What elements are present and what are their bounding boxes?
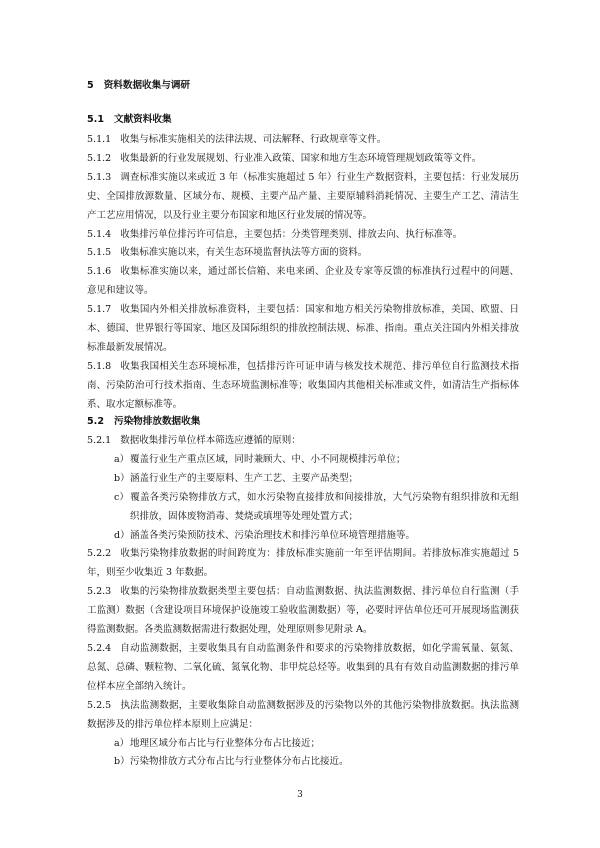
clause-text: 收集我国相关生态环境标准，包括排污许可证申请与核发技术规范、排污单位自行监测技术指南、污染防治可行技术指南、生态环境监测标准等；收集国内其他相关标准或文件，如清洁生产指标体系、取水定额标准等。 (87, 360, 519, 410)
clause-text: 收集标准实施以来，通过部长信箱、来电来函、企业及专家等反馈的标准执行过程中的问题、意见和建议等。 (87, 266, 519, 297)
section-5-2-body (87, 432, 519, 772)
list-text: 覆盖各类污染物排放方式，如水污染物直接排放和间接排放，大气污染物有组织排放和无组织排放，固体废物消毒、焚烧或填埋等处理处置方式； (130, 491, 519, 522)
paragraph-5-2-4 (87, 640, 519, 697)
section-title: 污染物排放数据收集 (114, 416, 201, 427)
section-title: 文献资料收集 (114, 114, 172, 125)
paragraph-5-1-2 (87, 150, 519, 169)
paragraph-5-1-8 (87, 358, 519, 415)
clause-text: 收集的污染物排放数据类型主要包括：自动监测数据、执法监测数据、排污单位自行监测（手工监测）数据（含建设项目环境保护设施竣工验收监测数据）等，必要时评估单位还可开展现场监测获得监测数据。各类监测数据需进行数据处理，处理原则参见附录 A。 (87, 586, 519, 636)
clause-number: 5.1.5 (87, 247, 112, 259)
section-5-1-body (87, 131, 519, 415)
clause-text: 收集与标准实施相关的法律法规、司法解释、行政规章等文件。 (120, 134, 387, 145)
clause-number: 5.2.4 (87, 642, 112, 654)
list-text: 污染物排放方式分布占比与行业整体分布占比接近。 (130, 756, 349, 768)
clause-text: 收集排污单位排污许可信息，主要包括：分类管理类别、排放去向、执行标准等。 (120, 228, 463, 240)
list-text: 覆盖行业生产重点区域，同时兼顾大、中、小不同规模排污单位； (130, 453, 406, 465)
clause-number: 5.2.1 (87, 435, 112, 446)
clause-text: 收集国内外相关排放标准资料，主要包括：国家和地方相关污染物排放标准，美国、欧盟、日本、德国、世界银行等国家、地区及国际组织的排放控制法规、标准、指南。重点关注国内外相关排放标准最新发展情况。 (87, 304, 519, 353)
list-text: 涵盖行业生产的主要原料、生产工艺、主要产品类型； (130, 472, 359, 484)
clause-number: 5.2.2 (87, 548, 112, 560)
paragraph-5-1-5 (87, 244, 519, 263)
section-title: 资料数据收集与调研 (103, 80, 191, 91)
clause-text: 收集污染物排放数据的时间跨度为：排放标准实施前一年至评估期间。若排放标准实施超过 5 年，则至少收集近 3 年数据。 (87, 548, 519, 579)
page-number: 3 (297, 790, 303, 800)
clause-number: 5.1.3 (87, 171, 112, 183)
paragraph-5-2-3 (87, 583, 519, 640)
list-item-a (87, 451, 519, 470)
clause-number: 5.1.6 (87, 266, 112, 278)
clause-number: 5.1.8 (87, 360, 112, 372)
clause-number: 5.2.3 (87, 586, 112, 598)
list-label: b） (114, 756, 130, 768)
clause-text: 数据收集排污单位样本筛选应遵循的原则： (120, 435, 301, 446)
section-number: 5.1 (87, 114, 104, 125)
clause-text: 收集标准实施以来，有关生态环境监督执法等方面的资料。 (120, 247, 368, 259)
paragraph-5-1-7 (87, 301, 519, 358)
paragraph-5-2-1 (87, 432, 519, 451)
section-5-1-heading (87, 113, 172, 127)
list-item-d (87, 527, 519, 546)
section-5-heading (87, 79, 190, 93)
paragraph-5-1-3 (87, 169, 519, 226)
paragraph-5-2-5 (87, 697, 519, 735)
clause-text: 执法监测数据，主要收集除自动监测数据涉及的污染物以外的其他污染物排放数据。执法监测数据涉及的排污单位样本原则上应满足： (87, 699, 519, 730)
paragraph-5-2-2 (87, 545, 519, 583)
list-text: 涵盖各类污染预防技术、污染治理技术和排污单位环境管理措施等。 (130, 529, 416, 541)
clause-number: 5.1.7 (87, 304, 112, 316)
clause-number: 5.1.4 (87, 228, 112, 240)
clause-text: 自动监测数据，主要收集具有自动监测条件和要求的污染物排放数据，如化学需氧量、氨氮、总氮、总磷、颗粒物、二氧化硫、氮氧化物、非甲烷总烃等。收集到的具有有效自动监测数据的排污单位样本应全部纳入统计。 (87, 642, 519, 692)
section-5-2-heading (87, 415, 200, 429)
list-item-a (87, 735, 519, 754)
list-label: a） (114, 453, 130, 465)
document-page (87, 0, 519, 848)
list-label: d） (114, 529, 130, 541)
paragraph-5-1-1 (87, 131, 519, 150)
list-label: c） (114, 491, 129, 503)
list-item-c (87, 489, 519, 527)
list-item-b (87, 470, 519, 489)
list-label: b） (114, 472, 130, 484)
section-number: 5 (87, 80, 94, 91)
clause-number: 5.1.2 (87, 152, 112, 164)
clause-number: 5.2.5 (87, 699, 112, 711)
paragraph-5-1-6 (87, 263, 519, 301)
clause-text: 收集最新的行业发展规划、行业准入政策、国家和地方生态环境管理规划政策等文件。 (120, 152, 482, 164)
list-item-b (87, 753, 519, 772)
clause-text: 调查标准实施以来或近 3 年（标准实施超过 5 年）行业生产数据资料，主要包括：行业发展历史、全国排放源数量、区域分布、规模、主要产品产量、主要原辅料消耗情况、主要生产工艺、清洁生产工艺应用情况，以及行业主要分布国家和地区行业发展的情况等。 (87, 171, 519, 221)
list-text: 地理区域分布占比与行业整体分布占比接近； (130, 737, 321, 749)
section-number: 5.2 (87, 416, 104, 427)
clause-number: 5.1.1 (87, 134, 112, 145)
list-label: a） (114, 737, 130, 749)
paragraph-5-1-4 (87, 226, 519, 245)
